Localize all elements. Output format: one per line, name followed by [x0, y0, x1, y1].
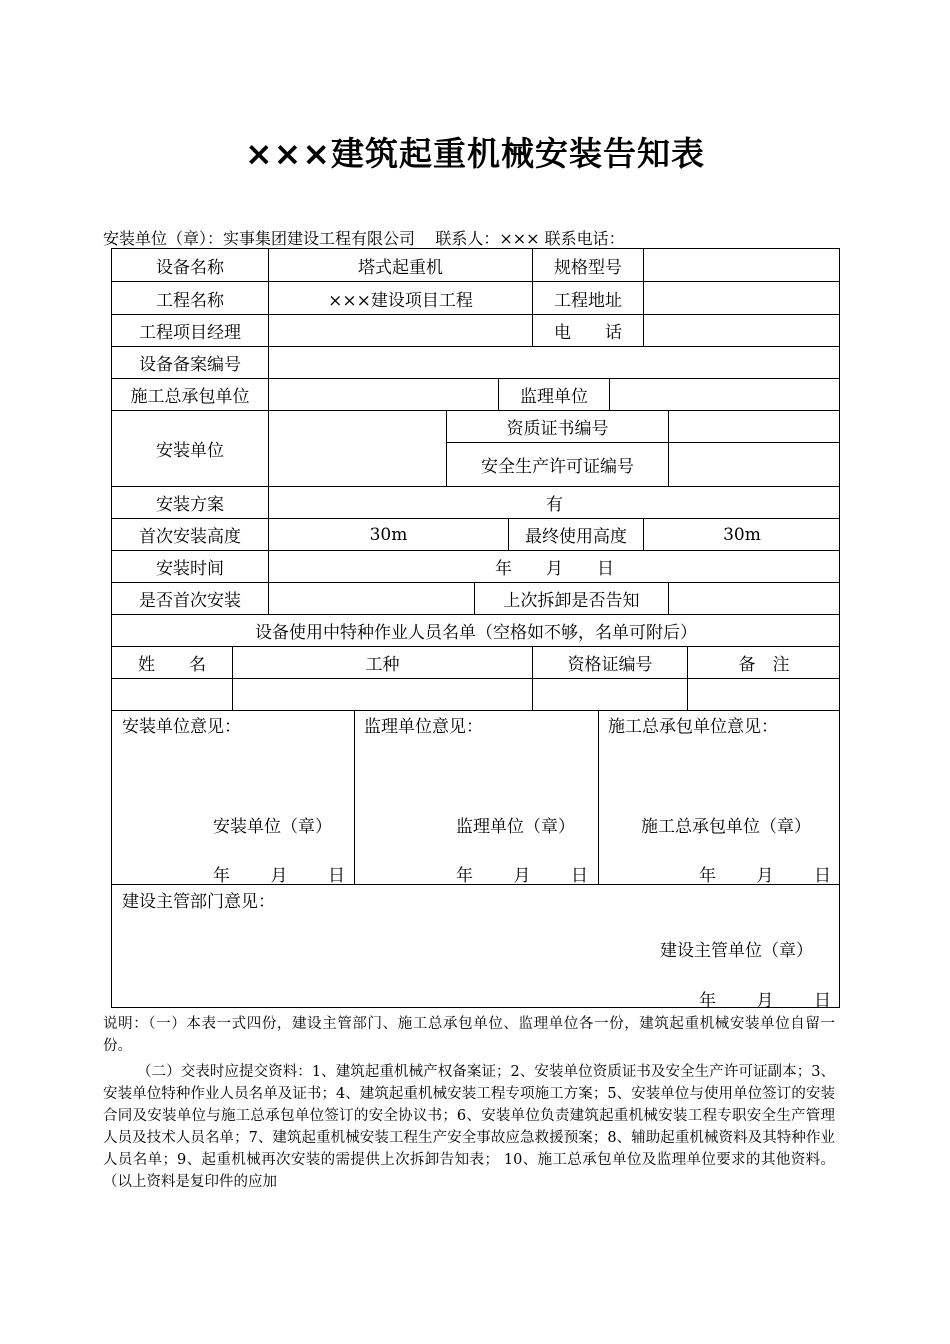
date-day: 日 [328, 866, 345, 886]
page-title: ×××建筑起重机械安装告知表 [245, 134, 705, 173]
pm-value[interactable] [268, 314, 532, 346]
contractor-date [699, 861, 831, 886]
first-height-label: 首次安装高度 [111, 518, 268, 550]
qualification-no-label: 资质证书编号 [446, 410, 668, 442]
authority-opinion-label: 建设主管部门意见： [122, 892, 275, 912]
col-name-header: 姓 名 [111, 646, 232, 678]
last-dismantle-label: 上次拆卸是否告知 [474, 582, 668, 614]
last-dismantle-value[interactable] [668, 582, 840, 614]
note-2: （二）交表时应提交资料：1、建筑起重机械产权备案证；2、安装单位资质证书及安全生产许可证副本；3、安装单位特种作业人员名单及证书；4、建筑起重机械安装工程专项施工方案；5、安装单位与使用单位签订的安装合同及安装单位与施工总承包单位签订的安全协议书；6、安装单位负责建筑起重机械安装工程专职安全生产管理人员及技术人员名单；7、建筑起重机械安装工程生产安全事故应急救援预案；8、辅助起重机械资料及其特种作业人员名单；9、起重机械再次安装的需提供上次拆卸告知表； 10、施工总承包单位及监理单位要求的其他资料。（以上资料是复印件的应加 [103, 1064, 835, 1190]
date-year: 年 [699, 866, 716, 886]
supervisor-date [456, 861, 588, 886]
install-seal-label: 安装单位（章） [213, 817, 332, 837]
general-contractor-label: 施工总承包单位 [111, 378, 268, 410]
spec-label: 规格型号 [532, 248, 643, 281]
supervisor-label: 监理单位 [498, 378, 609, 410]
install-unit-value[interactable] [268, 410, 446, 486]
personnel-remark-cell[interactable] [687, 678, 840, 710]
col-trade-header: 工种 [232, 646, 532, 678]
supervisor-value[interactable] [609, 378, 840, 410]
date-year: 年 [699, 991, 716, 1011]
install-unit-header: 安装单位（章）：实事集团建设工程有限公司 联系人：××× 联系电话： [103, 229, 625, 248]
qualification-no-value[interactable] [668, 410, 840, 442]
supervisor-seal-label: 监理单位（章） [456, 817, 575, 837]
safety-license-value[interactable] [668, 442, 840, 486]
safety-license-label: 安全生产许可证编号 [446, 442, 668, 486]
project-address-label: 工程地址 [532, 281, 643, 314]
date-month: 月 [270, 866, 288, 886]
authority-date [699, 986, 831, 1011]
project-name-label: 工程名称 [111, 281, 268, 314]
date-year: 年 [456, 866, 473, 886]
pm-label: 工程项目经理 [111, 314, 268, 346]
authority-seal-label: 建设主管单位（章） [660, 941, 813, 961]
first-install-label: 是否首次安装 [111, 582, 268, 614]
install-plan-label: 安装方案 [111, 486, 268, 518]
personnel-cert-cell[interactable] [532, 678, 687, 710]
phone-label: 电 话 [532, 314, 643, 346]
contractor-opinion-label: 施工总承包单位意见： [608, 717, 778, 737]
project-name-value: ×××建设项目工程 [268, 281, 532, 314]
final-height-label: 最终使用高度 [508, 518, 643, 550]
first-install-value[interactable] [268, 582, 474, 614]
project-address-value[interactable] [643, 281, 840, 314]
personnel-name-cell[interactable] [111, 678, 232, 710]
install-date [213, 861, 345, 886]
date-year: 年 [213, 866, 230, 886]
contractor-seal-label: 施工总承包单位（章） [641, 817, 811, 837]
general-contractor-value[interactable] [268, 378, 498, 410]
col-cert-header: 资格证编号 [532, 646, 687, 678]
final-height-value: 30m [643, 518, 840, 550]
phone-value[interactable] [643, 314, 840, 346]
record-no-value[interactable] [268, 346, 840, 378]
spec-value[interactable] [643, 248, 840, 281]
install-opinion-label: 安装单位意见： [122, 717, 241, 737]
first-height-value: 30m [268, 518, 508, 550]
note-1: 说明：（一）本表一式四份，建设主管部门、施工总承包单位、监理单位各一份，建筑起重机械安装单位自留一份。 [103, 1016, 835, 1054]
supervisor-opinion-label: 监理单位意见： [364, 717, 483, 737]
personnel-header: 设备使用中特种作业人员名单（空格如不够，名单可附后） [111, 614, 840, 646]
date-day: 日 [814, 866, 831, 886]
install-time-label: 安装时间 [111, 550, 268, 582]
date-month: 月 [756, 866, 774, 886]
date-month: 月 [756, 991, 774, 1011]
date-day: 日 [814, 991, 831, 1011]
install-plan-value: 有 [268, 486, 840, 518]
install-unit-label: 安装单位 [111, 410, 268, 486]
install-time-value: 年 月 日 [268, 550, 840, 582]
date-day: 日 [571, 866, 588, 886]
device-name-value: 塔式起重机 [268, 248, 532, 281]
personnel-trade-cell[interactable] [232, 678, 532, 710]
col-remark-header: 备 注 [687, 646, 840, 678]
device-name-label: 设备名称 [111, 248, 268, 281]
date-month: 月 [513, 866, 531, 886]
record-no-label: 设备备案编号 [111, 346, 268, 378]
